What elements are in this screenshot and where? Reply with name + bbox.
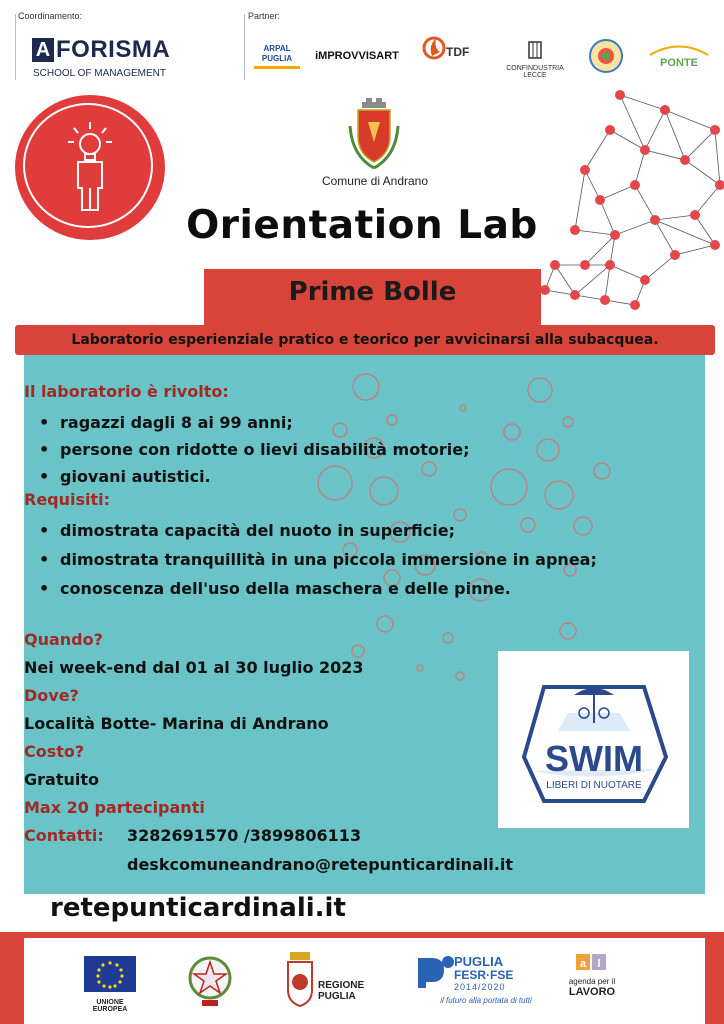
confindustria-logo — [494, 40, 576, 79]
where-value: Località Botte- Marina di Andrano — [24, 714, 329, 733]
tagline: Laboratorio esperienziale pratico e teorico per avvicinarsi alla subacquea. — [15, 325, 715, 355]
comune-crest-icon — [346, 96, 402, 172]
swim-logo-icon — [498, 651, 689, 828]
arpal-logo-text: ARPAL PUGLIA — [261, 44, 293, 63]
agenda-line2: LAVORO — [568, 986, 616, 998]
agenda-line1: agenda per il — [568, 977, 616, 986]
svg-text:TDF: TDF — [446, 45, 470, 59]
tdf-logo — [420, 34, 472, 74]
partner-label: Partner: — [248, 11, 281, 21]
improvvisart-logo: iMPROVVISART — [315, 50, 399, 62]
where-label: Dove? — [24, 686, 79, 705]
confindustria-text: CONFINDUSTRIA LECCE — [506, 65, 564, 79]
aforisma-logo-subtitle: SCHOOL OF MANAGEMENT — [33, 68, 166, 79]
list-item: • dimostrata capacità del nuoto in superficie; — [24, 516, 597, 545]
subtitle: Prime Bolle — [288, 277, 457, 307]
confindustria-icon — [525, 40, 545, 60]
header-divider-partner — [244, 14, 245, 80]
lightbulb-person-icon — [60, 120, 120, 215]
subtitle-band — [204, 269, 541, 329]
italian-republic-emblem-icon — [184, 952, 236, 1008]
regione-shield-icon — [286, 950, 314, 1008]
contact-email[interactable]: deskcomuneandrano@retepunticardinali.it — [127, 855, 514, 874]
list-item: • ragazzi dagli 8 ai 99 anni; — [24, 409, 469, 436]
regione-label: REGIONE PUGLIA — [318, 980, 365, 1002]
eu-logo — [82, 956, 138, 1013]
eu-label: UNIONE EUROPEA — [92, 999, 128, 1013]
requirements-list — [24, 516, 597, 603]
years-label: 2014/2020 — [454, 982, 506, 992]
cost-label: Costo? — [24, 742, 85, 761]
target-heading: Il laboratorio è rivolto: — [24, 382, 229, 401]
list-item: • conoscenza dell'uso della maschera e delle pinne. — [24, 574, 597, 603]
cost-value: Gratuito — [24, 770, 99, 789]
eu-flag-icon — [84, 956, 136, 992]
puglia-label: PUGLIA — [454, 954, 504, 969]
page-title: Orientation Lab — [186, 203, 538, 248]
when-label: Quando? — [24, 630, 103, 649]
contacts-label: Contatti: — [24, 826, 104, 845]
footer — [0, 932, 724, 1024]
puglia-p-icon — [414, 956, 454, 990]
when-value: Nei week-end dal 01 al 30 luglio 2023 — [24, 658, 364, 677]
ponte-arch-icon — [648, 42, 710, 56]
aforisma-logo-name: FORISMA — [56, 36, 171, 63]
svg-text:l: l — [597, 958, 601, 970]
swim-logo-panel — [498, 651, 689, 828]
max-participants: Max 20 partecipanti — [24, 798, 205, 817]
swim-logo-name: SWIM — [545, 738, 643, 779]
list-item: • giovani autistici. — [24, 463, 469, 490]
puglia-fesr-logo — [414, 952, 554, 1016]
coordination-label: Coordinamento: — [18, 11, 83, 21]
regione-puglia-logo — [286, 950, 376, 1014]
puglia-slogan: il futuro alla portata di tutti — [440, 996, 532, 1005]
round-emblem-icon — [588, 38, 624, 74]
list-item: • persone con ridotte o lievi disabilità motorie; — [24, 436, 469, 463]
partner-round-logo — [588, 38, 624, 74]
tdf-flame-icon — [420, 34, 472, 74]
list-item: • dimostrata tranquillità in una piccola immersione in apnea; — [24, 545, 597, 574]
website-link[interactable]: retepunticardinali.it — [50, 893, 346, 923]
agenda-icon — [574, 950, 610, 972]
comune-label: Comune di Andrano — [321, 174, 429, 188]
swim-logo-tagline: LIBERI DI NUOTARE — [546, 780, 642, 791]
requirements-heading: Requisiti: — [24, 490, 111, 509]
ponte-logo — [648, 42, 710, 69]
arpal-logo — [254, 44, 300, 69]
agenda-lavoro-logo — [562, 950, 622, 998]
contact-phones: 3282691570 /3899806113 — [127, 826, 362, 845]
header-divider-left — [15, 14, 16, 80]
ponte-text: PONTE — [660, 57, 698, 69]
target-list — [24, 409, 469, 490]
footer-logo-strip — [24, 938, 705, 1024]
fesr-label: FESR·FSE — [454, 968, 514, 982]
aforisma-logo-letter: A — [32, 38, 54, 62]
svg-text:a: a — [579, 958, 587, 970]
